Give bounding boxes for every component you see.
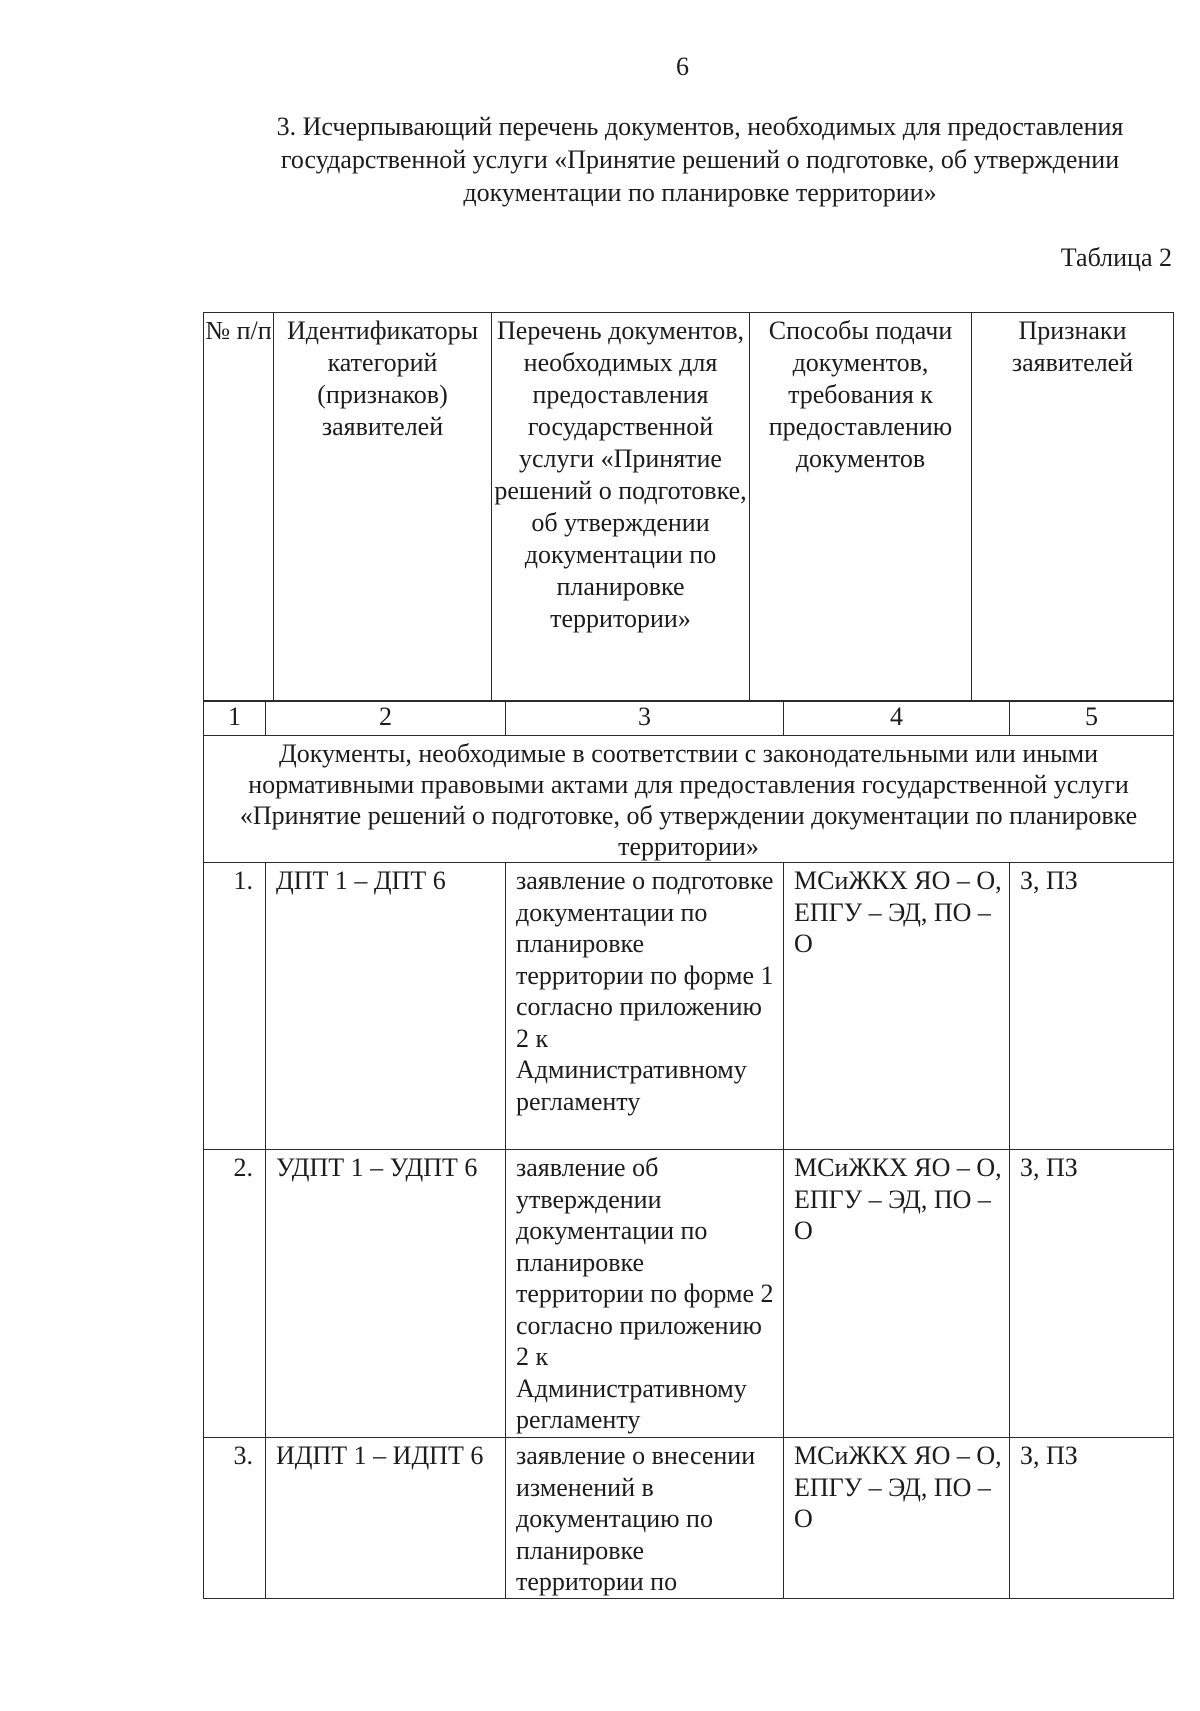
column-number: 5: [1010, 702, 1174, 736]
header-cell-signs: Признаки заявителей: [972, 313, 1174, 701]
row-number-cell: 3.: [204, 1438, 266, 1599]
column-number: 3: [506, 702, 784, 736]
header-cell-documents: Перечень документов, необходимых для предоставления государственной услуги «Принятие решений о подготовке, об утверждении документации по планировке территории»: [492, 313, 750, 701]
table-row: [204, 863, 1174, 1150]
methods-cell: МСиЖКХ ЯО – О, ЕПГУ – ЭД, ПО – О: [784, 863, 1010, 1150]
signs-cell: З, ПЗ: [1010, 863, 1174, 1150]
table-label: Таблица 2: [1060, 243, 1172, 272]
header-row: [204, 313, 1174, 701]
section-heading: [200, 110, 1200, 209]
table-row: [204, 1438, 1174, 1599]
table-row: [204, 1150, 1174, 1438]
table-header: [203, 312, 1174, 701]
page-number: 6: [676, 52, 689, 81]
heading-line-1: 3. Исчерпывающий перечень документов, необходимых для предоставления: [276, 112, 1124, 141]
document-cell: заявление о внесении изменений в документацию по планировке территории по: [506, 1438, 784, 1599]
methods-cell: МСиЖКХ ЯО – О, ЕПГУ – ЭД, ПО – О: [784, 1150, 1010, 1438]
row-number-cell: 2.: [204, 1150, 266, 1438]
section-title-row: [204, 736, 1174, 863]
signs-cell: З, ПЗ: [1010, 1438, 1174, 1599]
identifiers-cell: ДПТ 1 – ДПТ 6: [266, 863, 506, 1150]
signs-cell: З, ПЗ: [1010, 1150, 1174, 1438]
heading-line-2: государственной услуги «Принятие решений о подготовке, об утверждении: [280, 145, 1120, 174]
identifiers-cell: УДПТ 1 – УДПТ 6: [266, 1150, 506, 1438]
row-number-cell: 1.: [204, 863, 266, 1150]
document-cell: заявление об утверждении документации по планировке территории по форме 2 согласно приложению 2 к Административному регламенту: [506, 1150, 784, 1438]
header-cell-identifiers: Идентификаторы категорий (признаков) заявителей: [274, 313, 492, 701]
heading-line-3: документации по планировке территории»: [463, 178, 937, 207]
header-cell-methods: Способы подачи документов, требования к предоставлению документов: [750, 313, 972, 701]
document-cell: заявление о подготовке документации по планировке территории по форме 1 согласно приложению 2 к Административному регламенту: [506, 863, 784, 1150]
section-title-cell: Документы, необходимые в соответствии с законодательными или иными нормативными правовыми актами для предоставления государственной услуги «Принятие решений о подготовке, об утверждении документации по планировке территории»: [204, 736, 1174, 863]
identifiers-cell: ИДПТ 1 – ИДПТ 6: [266, 1438, 506, 1599]
column-number: 4: [784, 702, 1010, 736]
column-number: 2: [266, 702, 506, 736]
column-numbers-row: [204, 702, 1174, 736]
header-cell-number: № п/п: [204, 313, 274, 701]
methods-cell: МСиЖКХ ЯО – О, ЕПГУ – ЭД, ПО – О: [784, 1438, 1010, 1599]
documents-table: [203, 701, 1174, 1599]
column-number: 1: [204, 702, 266, 736]
